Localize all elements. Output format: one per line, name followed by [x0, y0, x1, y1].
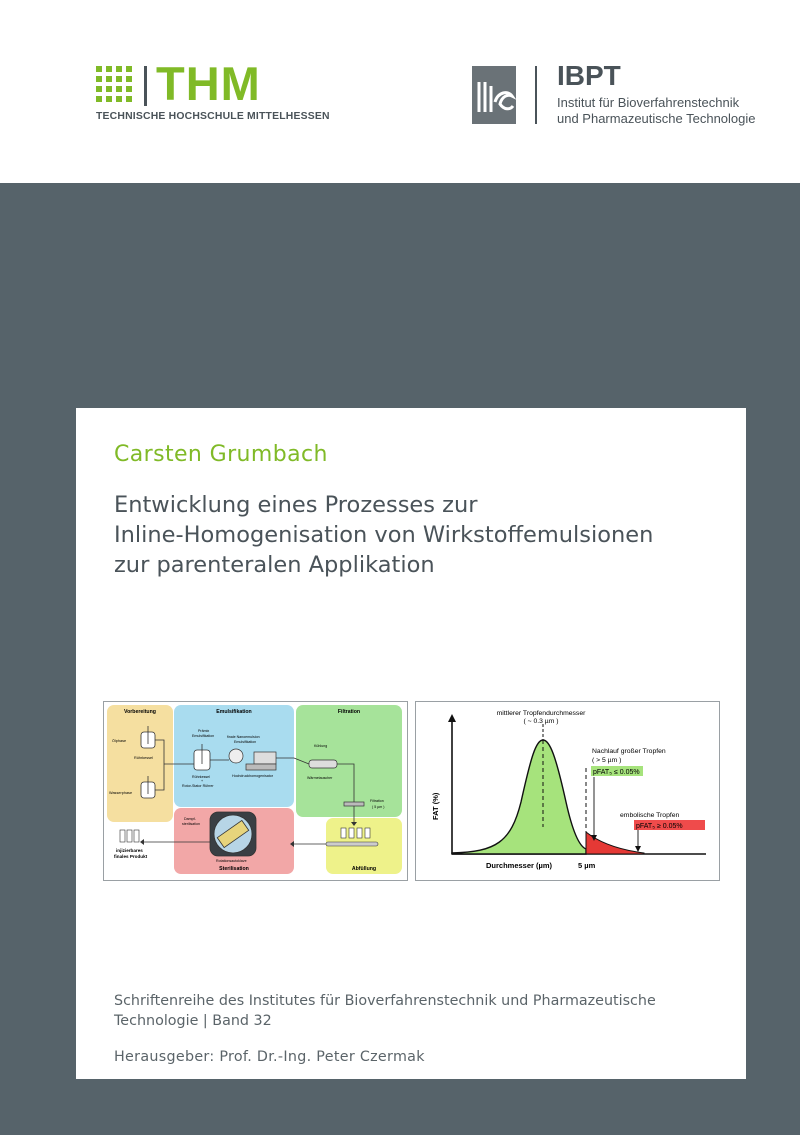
label-emulsifikation: Emulsifikation: [216, 709, 252, 715]
label-ruehrkessel-plus: Rührkessel: [192, 775, 210, 779]
thm-logo: [96, 57, 330, 126]
thm-dots-icon: [96, 66, 132, 102]
box-pfat-le-text: pFAT₅ ≤ 0.05%: [593, 769, 640, 776]
title-line: zur parenteralen Applikation: [114, 552, 435, 578]
droplet-distribution-diagram: [416, 702, 719, 880]
label-hochdruck: Hochdruckhomogenisator: [232, 774, 273, 778]
process-flow-diagram: [104, 702, 407, 880]
annotation-tail: Nachlauf großer Tropfen: [592, 748, 666, 755]
series-line: Schriftenreihe des Institutes für Bioverfahrenstechnik und Pharmazeutische: [114, 993, 656, 1009]
label-rotor-stator: Rotor-Stator Rührer: [182, 784, 214, 788]
label-rotationsautoklave: Rotationsautoklave: [216, 859, 247, 863]
thm-subtitle: TECHNISCHE HOCHSCHULE MITTELHESSEN: [96, 111, 330, 122]
distribution-curve: [452, 740, 586, 854]
thm-divider: [144, 66, 147, 106]
droplet-distribution-figure: [415, 701, 720, 881]
label-finale-nanoemulsion: finale Nanoemulsion: [227, 735, 260, 739]
label-kuehlung: Kühlung: [314, 744, 328, 748]
final-product-vials: [120, 830, 139, 842]
annotation-embolic: embolische Tropfen: [620, 812, 680, 819]
ibpt-name-line2: und Pharmazeutische Technologie: [557, 111, 756, 126]
annotation-tail-value: ( > 5 µm ): [592, 757, 622, 764]
label-emulsifikation-sub: Emulsifikation: [192, 734, 215, 738]
label-emulsifikation2: Emulsifikation: [234, 740, 257, 744]
rotation-autoclave: [210, 812, 256, 856]
series-info: [114, 991, 734, 1031]
label-praemix: Prämix: [198, 729, 210, 733]
label-ruehrkessel: Rührkessel: [134, 756, 153, 760]
author-name: Carsten Grumbach: [114, 442, 328, 467]
editor-line: Herausgeber: Prof. Dr.-Ing. Peter Czermak: [114, 1049, 425, 1065]
series-line: Technologie | Band 32: [114, 1013, 272, 1029]
ibpt-logo: [472, 60, 762, 128]
title-line: Inline-Homogenisation von Wirkstoffemulsionen: [114, 522, 654, 548]
label-dampf: Dampf-: [184, 817, 196, 821]
label-produkt-1: injizierbares: [116, 848, 143, 853]
label-filtration: Filtration: [337, 709, 361, 715]
label-sterilisation: Sterilisation: [219, 866, 249, 872]
label-mean-title: mittlerer Tropfendurchmesser: [496, 710, 586, 717]
y-axis-arrow: [448, 714, 456, 722]
ibpt-divider: [535, 66, 537, 124]
label-mean-value: ( ~ 0.3 µm ): [523, 718, 559, 725]
process-flow-figure: [103, 701, 408, 881]
ibpt-mark-icon: [472, 66, 516, 124]
filter-unit: [344, 802, 364, 806]
heat-exchanger: [309, 760, 337, 768]
x-axis-label: Durchmesser (µm): [486, 861, 553, 870]
ibpt-name-line1: Institut für Bioverfahrenstechnik: [557, 95, 740, 110]
label-sterilisation-sub: sterilisation: [182, 822, 200, 826]
title-line: Entwicklung eines Prozesses zur: [114, 492, 478, 518]
label-vorbereitung: Vorbereitung: [124, 709, 156, 715]
label-waermetauscher: Wärmetauscher: [307, 776, 333, 780]
box-pfat-ge-text: pFAT₅ ≥ 0.05%: [636, 823, 683, 830]
label-abfuellung: Abfüllung: [351, 866, 377, 872]
label-oelphase: Ölphase: [112, 739, 127, 743]
ibpt-wordmark: IBPT: [557, 60, 621, 91]
label-wasserphase: Wasserphase: [109, 791, 133, 795]
label-plus: +: [201, 779, 204, 783]
label-filtration-sub: Filtration: [370, 799, 384, 803]
x-mark-label: 5 µm: [578, 861, 596, 870]
cover-header: [0, 0, 800, 183]
y-axis-label: FAT (%): [431, 792, 440, 820]
cover-card: [76, 408, 746, 1079]
label-filtration-size: ( 5 µm ): [372, 805, 385, 809]
thm-wordmark: THM: [156, 57, 261, 110]
book-title: [114, 490, 734, 580]
section-vorbereitung: [107, 705, 173, 822]
label-produkt-2: finales Produkt: [114, 854, 148, 859]
